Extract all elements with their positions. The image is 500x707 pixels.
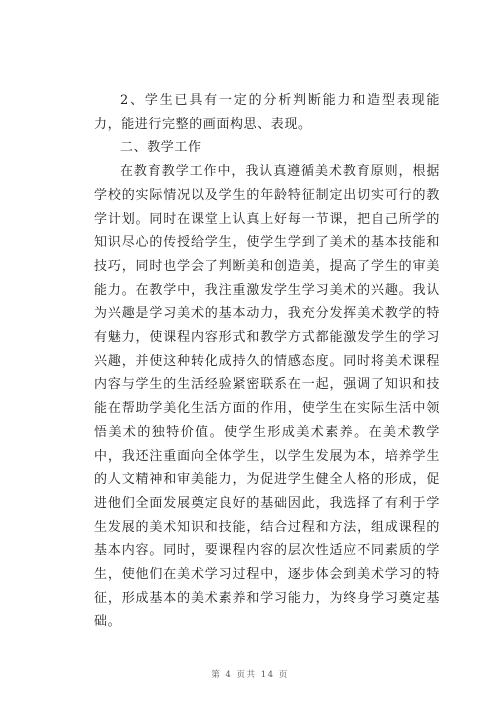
paragraph-student-ability: 2、学生已具有一定的分析判断能力和造型表现能力，能进行完整的画面构思、表现。 — [94, 93, 440, 132]
paragraph-teaching-work: 在教育教学工作中，我认真遵循美术教育原则，根据学校的实际情况以及学生的年龄特征制定出切实可行的教学计划。同时在课堂上认真上好每一节课，把自己所学的知识尽心的传授给学生，使学生学到了美术的基本技能和技巧，同时也学会了判断美和创造美，提高了学生的审美能力。在教学中，我注重激发学生学习美术的兴趣。我认为兴趣是学习美术的基本动力，我充分发挥美术教学的特有魅力，使课程内容形式和教学方式都能激发学生的学习兴趣，并使这种转化成持久的情感态度。同时将美术课程内容与学生的生活经验紧密联系在一起，强调了知识和技能在帮助学美化生活方面的作用，使学生在实际生活中领悟美术的独特价值。使学生形成美术素养。在美术教学中，我还注重面向全体学生，以学生发展为本，培养学生的人文精神和审美能力，为促进学生健全人格的形成，促进他们全面发展奠定良好的基础因此，我选择了有利于学生发展的美术知识和技能，结合过程和方法，组成课程的基本内容。同时，要课程内容的层次性适应不同素质的学生，使他们在美术学习过程中，逐步体会到美术学习的特征，形成基本的美术素养和学习能力，为终身学习奠定基础。 — [94, 164, 440, 630]
section-heading-teaching-work: 二、教学工作 — [120, 140, 202, 156]
page-number-footer: 第 4 页共 14 页 — [211, 670, 289, 680]
page-body — [94, 89, 440, 634]
